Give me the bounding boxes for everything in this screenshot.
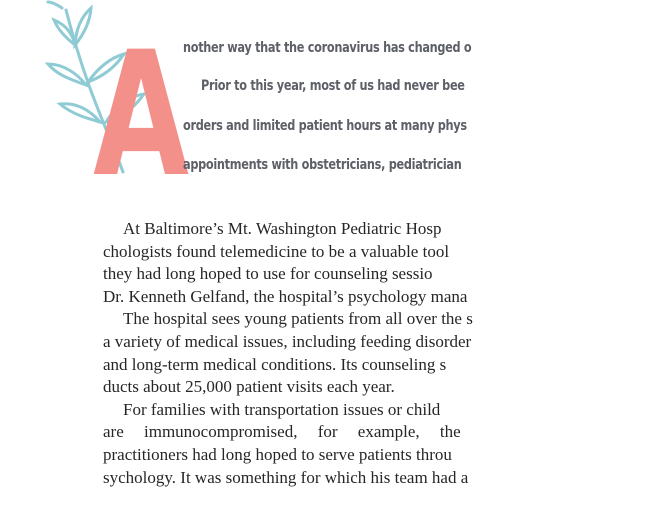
body-line: Dr. Kenneth Gelfand, the hospital’s psychology mana: [103, 286, 468, 306]
body-line: The hospital sees young patients from all over the s: [123, 309, 473, 329]
body-line: and long-term medical conditions. Its counseling s: [103, 354, 447, 374]
lead-line-4: appointments with obstetricians, pediatrician: [183, 157, 462, 173]
lead-line-2: Prior to this year, most of us had never bee: [201, 78, 465, 94]
body-line: are immunocompromised, for example, the: [103, 422, 461, 442]
body-line: For families with transportation issues or child: [123, 399, 441, 419]
body-line: a variety of medical issues, including feeding disorder: [103, 331, 472, 351]
body-line: chologists found telemedicine to be a valuable tool: [103, 241, 450, 261]
body-line: At Baltimore’s Mt. Washington Pediatric Hosp: [123, 219, 442, 238]
lead-line-3: orders and limited patient hours at many phys: [183, 118, 467, 134]
lead-line-1: nother way that the coronavirus has changed o: [183, 40, 472, 56]
dropcap-letter: [93, 15, 189, 216]
article-body: [103, 218, 663, 489]
body-line: sychology. It was something for which his team had a: [103, 467, 469, 487]
svg-text:A: A: [93, 15, 189, 216]
body-line: practitioners had long hoped to serve patients throu: [103, 444, 452, 464]
body-line: ducts about 25,000 patient visits each year.: [103, 377, 395, 397]
body-line: they had long hoped to use for counseling sessio: [103, 264, 433, 284]
